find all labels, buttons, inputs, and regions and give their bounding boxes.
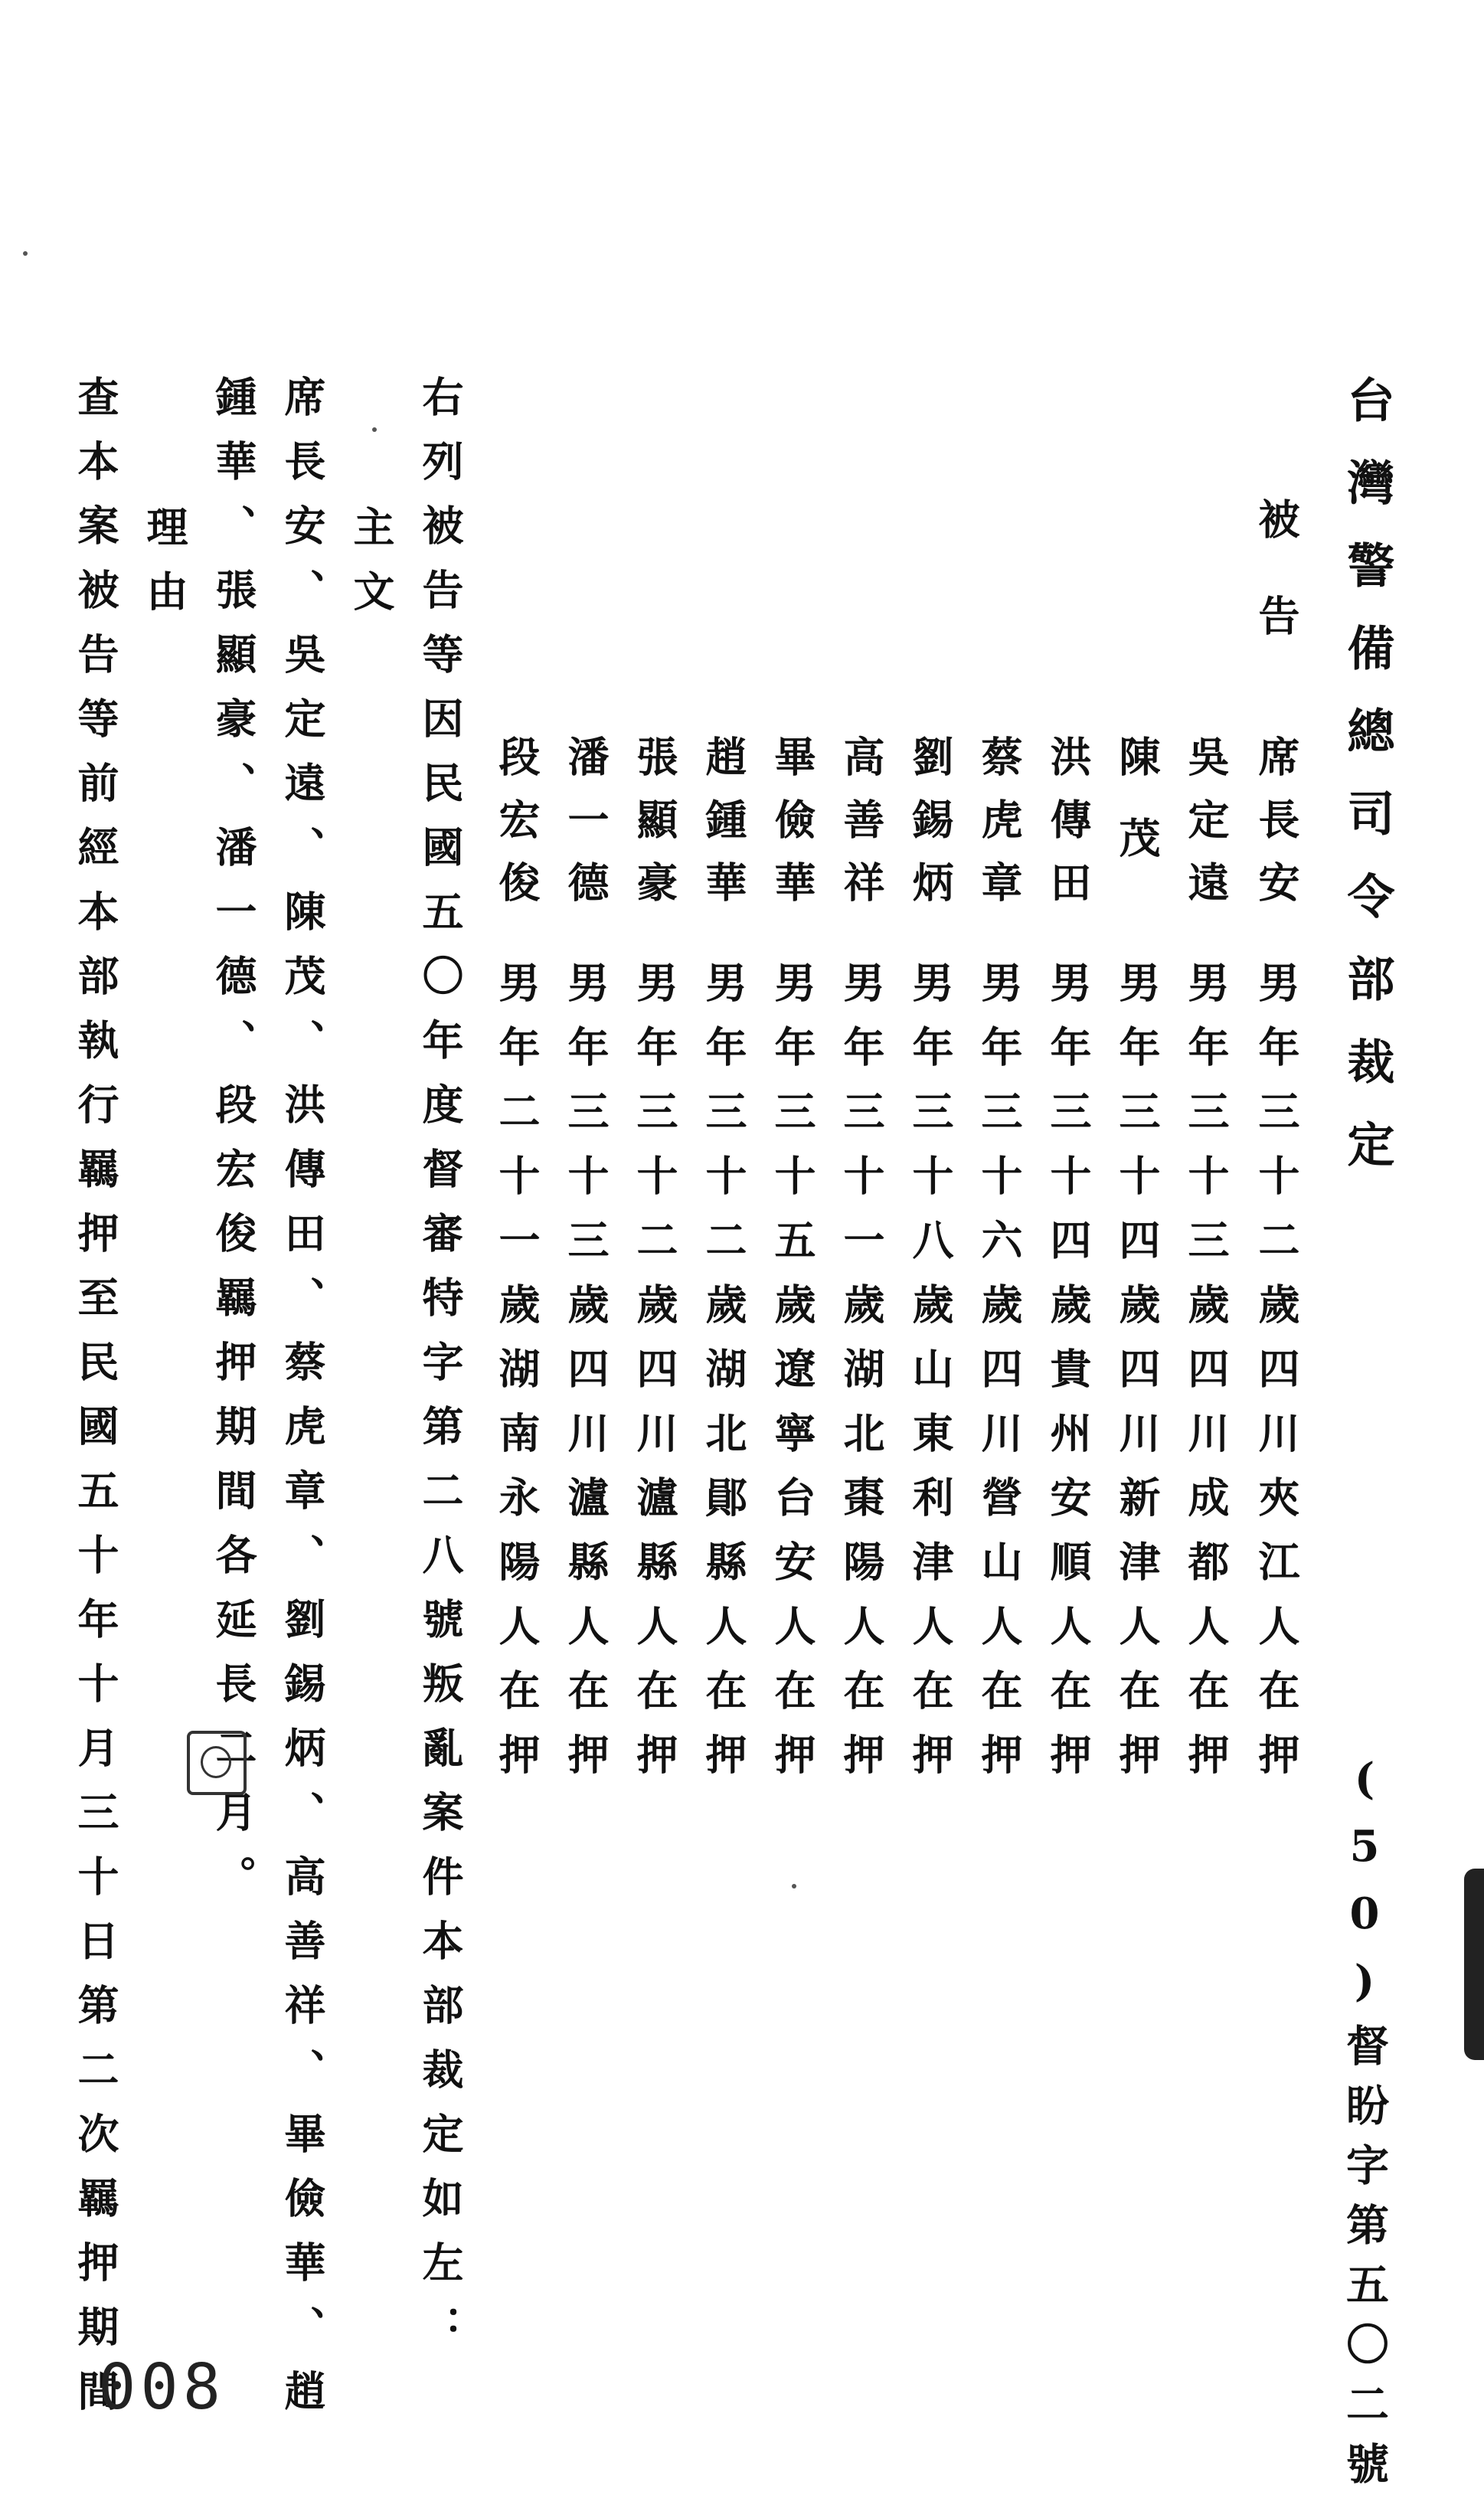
defendant-name: 席長安 (1252, 735, 1301, 924)
defendant-name: 張顯豪 (630, 735, 679, 924)
defendant-info: 男年三十二歲湖北鄖縣人在押 (699, 961, 748, 1797)
defendant-info: 男年三十八歲山東利津人在押 (906, 961, 955, 1797)
reason-text: 查本案被告等前經本部執行羈押至民國五十年十月三十日第二次羈押期間 (71, 375, 120, 2434)
case-number: (50)督盼字第五〇二號 (1339, 1754, 1390, 2501)
defendant-info: 男年三十二歲四川夾江人在押 (1252, 961, 1301, 1797)
speck (23, 251, 28, 256)
defendant-label: 被告 (1252, 498, 1301, 691)
defendant-name: 洪傳田 (1044, 735, 1093, 924)
page-number: 008 (98, 2351, 226, 2424)
page-edge-tab (1464, 1869, 1484, 2060)
document-title: 台灣警備總司令部裁定 (1339, 375, 1395, 1202)
defendant-info: 男年三十三歲四川瀘縣人在押 (561, 961, 610, 1797)
defendant-name: 劉錫炳 (906, 735, 955, 924)
defendant-info: 男年三十五歲遼寧台安人在押 (768, 961, 817, 1797)
defendant-info: 男年三十四歲四川新津人在押 (1113, 961, 1162, 1797)
intro-text: 右列被告等因民國五〇年度督審特字第二八號叛亂案件本部裁定如左： (416, 375, 465, 2369)
defendant-info: 男年三十二歲四川瀘縣人在押 (630, 961, 679, 1797)
defendant-info: 男年三十三歲四川成都人在押 (1182, 961, 1231, 1797)
seal-stamp-icon (187, 1731, 247, 1795)
defendant-name: 吳定遠 (1182, 735, 1231, 924)
main-text: 鍾華、張顯豪、潘一德、段宏俊羈押期間各延長二月。 (209, 375, 258, 1919)
reason-heading: 理由 (140, 505, 189, 634)
defendant-name: 蔡虎章 (975, 735, 1024, 924)
speck (792, 1884, 796, 1888)
speck (372, 427, 377, 432)
defendant-name: 潘一德 (561, 735, 610, 924)
defendant-name: 段宏俊 (492, 735, 541, 924)
defendant-name: 趙鍾華 (699, 735, 748, 924)
main-heading: 主文 (347, 505, 396, 634)
defendant-name: 畢儉華 (768, 735, 817, 924)
defendant-name: 陳茂 (1113, 735, 1162, 898)
main-text: 席長安、吳定遠、陳茂、洪傳田、蔡虎章、劉錫炳、高善祥、畢儉華、趙 (278, 375, 327, 2434)
defendant-info: 男年三十四歲貴州安順人在押 (1044, 961, 1093, 1797)
defendant-info: 男年三十一歲湖北棗陽人在押 (837, 961, 886, 1797)
defendant-info: 男年三十六歲四川營山人在押 (975, 961, 1024, 1797)
defendant-name: 高善祥 (837, 735, 886, 924)
defendant-info: 男年二十一歲湖南永陽人在押 (492, 961, 541, 1797)
